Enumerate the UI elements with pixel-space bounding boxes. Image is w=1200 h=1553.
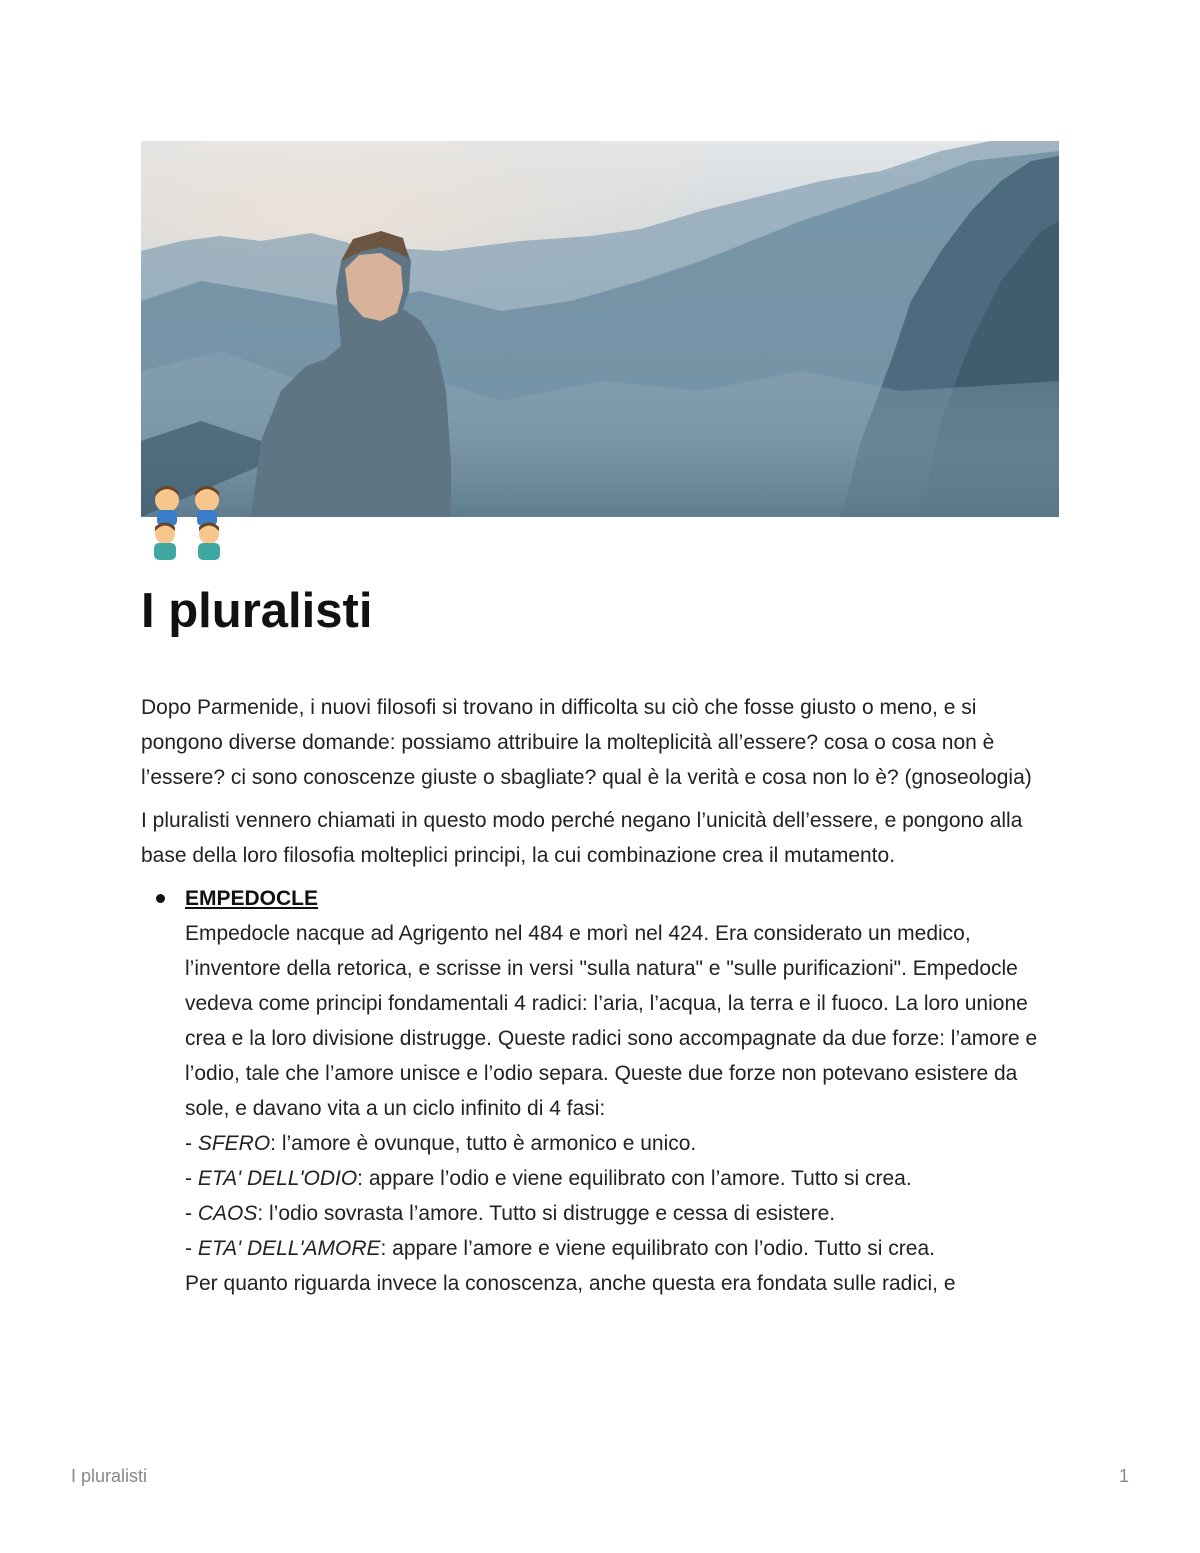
phase-item: - ETA' DELL'AMORE: appare l’amore e viene equilibrato con l’odio. Tutto si crea. (185, 1237, 935, 1260)
list-item-empedocle (185, 881, 1059, 1301)
pluralisti-paragraph: I pluralisti vennero chiamati in questo modo perché negano l’unicità dell’essere, e pongono alla base della loro filosofia molteplici principi, la cui combinazione crea il mutamento. (141, 809, 1023, 867)
phase-item: - SFERO: l’amore è ovunque, tutto è armonico e unico. (185, 1132, 697, 1155)
empedocle-heading: EMPEDOCLE (185, 887, 319, 910)
cover-image (141, 141, 1059, 517)
empedocle-text: Empedocle nacque ad Agrigento nel 484 e morì nel 424. Era considerato un medico, l’inventore della retorica, e scrisse in versi "sulla natura" e "sulle purificazioni". Empedocle vedeva come principi fondamentali 4 radici: l’aria, l’acqua, la terra e il fuoco. La loro unione crea e la loro divisione distrugge. Queste radici sono accompagnate da due forze: l’amore e l’odio, tale che l’amore unisce e l’odio separa. Queste due forze non potevano esistere da sole, e davano vita a un ciclo infinito di 4 fasi: (185, 922, 1038, 1120)
bullet-icon (156, 894, 165, 903)
page-number: 1 (1118, 1466, 1129, 1486)
family-boys-emoji-icon (143, 480, 235, 562)
cover-landscape-illustration (141, 141, 1059, 517)
phase-name: ETA' DELL'ODIO (197, 1167, 358, 1190)
phase-item: - CAOS: l’odio sovrasta l’amore. Tutto si distrugge e cessa di esistere. (185, 1202, 836, 1225)
empedocle-continuation: Per quanto riguarda invece la conoscenza, anche questa era fondata sulle radici, e (185, 1272, 956, 1295)
phase-name: SFERO (197, 1132, 271, 1155)
phase-name: CAOS (197, 1202, 258, 1225)
phase-item: - ETA' DELL'ODIO: appare l’odio e viene equilibrato con l’amore. Tutto si crea. (185, 1167, 912, 1190)
document-body (141, 690, 1059, 1301)
intro-paragraph: Dopo Parmenide, i nuovi filosofi si trovano in difficolta su ciò che fosse giusto o meno, e si pongono diverse domande: possiamo attribuire la molteplicità all’essere? cosa o cosa non è l’essere? ci sono conoscenze giuste o sbagliate? qual è la verità e cosa non lo è? (gnoseologia) (141, 696, 1032, 789)
philosophers-list (141, 881, 1059, 1301)
footer-title: I pluralisti (71, 1466, 148, 1486)
page-title: I pluralisti (141, 584, 373, 638)
phase-name: ETA' DELL'AMORE (197, 1237, 381, 1260)
